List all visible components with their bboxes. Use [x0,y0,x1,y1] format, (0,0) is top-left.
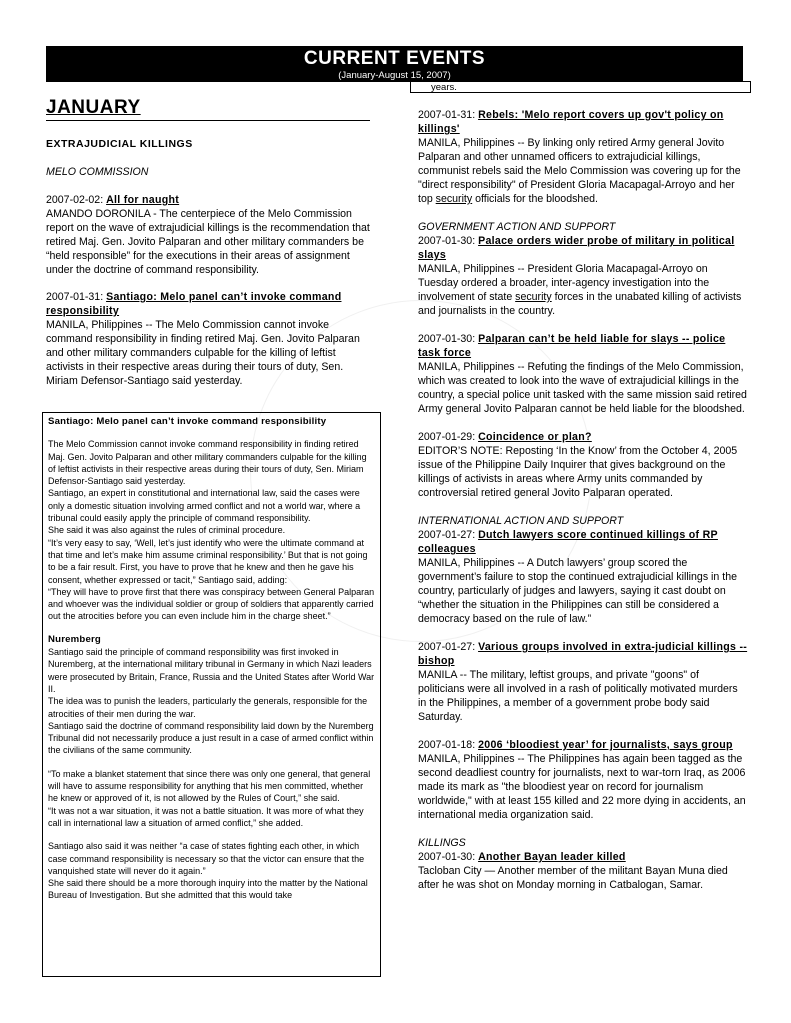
entry-date: 2007-01-29: [418,431,479,443]
headline-link[interactable]: Santiago: Melo panel can’t invoke command responsibility [46,291,342,317]
entry-body: MANILA -- The military, leftist groups, and private "goons" of politicians were all involved in a rash of politically motivated murders in the Philippines, a member of a government probe body said Saturday. [418,669,738,723]
page-title: CURRENT EVENTS [303,48,486,69]
news-entry [418,332,748,416]
news-entry [46,193,370,277]
right-column [418,108,748,906]
box-paragraph: Santiago also said it was neither “a case of states fighting each other, in which case command responsibility is necessary so that the victor can ensure that the vanquished state will never do it again.” [48,841,365,876]
box-heading: Santiago: Melo panel can’t invoke command responsibility [48,416,327,427]
box-paragraph: Santiago said the doctrine of command responsibility laid down by the Nuremberg Tribunal did not necessarily produce a just result in a case of armed conflict within the civilians of the same community. [48,720,374,756]
entry-date: 2007-01-31: [418,109,479,121]
news-entry [418,640,748,724]
headline-link[interactable]: All for naught [106,194,180,206]
overflow-text-box: years. [410,81,751,93]
box-subheading: Nuremberg [48,633,101,645]
news-entry [46,290,370,388]
entry-body: MANILA, Philippines -- Refuting the findings of the Melo Commission, which was created to look into the wave of extrajudicial killings in the country, a special police unit tasked with the same mission said retired Army general Jovito Palparan cannot be held liable for the bloodshed. [418,361,747,415]
subsection-heading: MELO COMMISSION [46,166,149,178]
entry-body: EDITOR’S NOTE: Reposting ‘In the Know’ from the October 4, 2005 issue of the Philippine Daily Inquirer that gives background on the killings of activists in areas where Army units commanded by controversial retired general Jovito Palparan operated. [418,445,738,499]
section-heading: KILLINGS [418,837,466,849]
left-column [46,96,370,401]
news-entry [418,108,748,206]
box-paragraph: “It’s very easy to say, ‘Well, let’s just identify who were the ultimate command at that time and let’s make him assume criminal responsibility.’ But that is not going to be a fair result. First, you have to prove that he knew and then he gave his consent, whether expressed or tacit,” Santiago said, adding: [48,537,368,585]
box-paragraph: “They will have to prove first that there was conspiracy between General Palparan and whoever was the individual soldier or group of soldiers that apparently carried out the atrocities before you can even include him in the charge sheet.” [48,586,375,622]
headline-link[interactable]: 2006 ‘bloodiest year’ for journalists, says group [478,739,733,751]
box-paragraph: The Melo Commission cannot invoke command responsibility in finding retired Maj. Gen. Jovito Palparan and other military commanders culpable for the killing of leftist activists in their respective areas during their tours of duty, Sen. Miriam Defensor-Santiago said yesterday. [48,439,367,487]
box-paragraph: Santiago, an expert in constitutional and international law, said the cases were only a domestic situation involving armed conflict and not a world war, where a tribunal could easily apply the principle of command responsibility. [48,488,361,524]
page-banner [46,46,743,82]
box-paragraph: She said there should be a more thorough inquiry into the matter by the National Bureau of Investigation. But she admitted that this would take [48,878,368,901]
headline-link[interactable]: Palparan can’t be held liable for slays -- police task force [418,333,726,359]
entry-date: 2007-01-30: [418,333,479,345]
headline-link[interactable]: Dutch lawyers score continued killings of RP colleagues [418,529,718,555]
entry-body: MANILA, Philippines -- The Melo Commission cannot invoke command responsibility in finding retired Maj. Gen. Jovito Palparan and other military commanders culpable for the killing of leftist activists in their respective areas during their tours of duty, Sen. Miriam Defensor-Santiago said yesterday. [46,319,360,387]
month-heading: JANUARY [46,96,370,121]
news-entry [418,738,748,822]
entry-date: 2007-01-18: [418,739,479,751]
entry-body: MANILA, Philippines -- By linking only retired Army general Jovito Palparan and other unnamed officers to extrajudicial killings, communist rebels said the Melo Commission was covering up for the "direct responsibility" of President Gloria Macapagal-Arroyo and her top security officials for the bloodshed. [418,137,741,205]
entry-date: 2007-01-27: [418,529,479,541]
box-paragraph: “It was not a war situation, it was not a battle situation. It was more of what they call in international law a situation of armed conflict,” she added. [48,805,364,828]
headline-link[interactable]: Coincidence or plan? [478,431,592,443]
box-paragraph: “To make a blanket statement that since there was only one general, that general will have to assume responsibility for anything that his men committed, whether he knew or approved of it, is not allowed by the Rules of Court,” she said. [48,768,371,804]
entry-date: 2007-01-27: [418,641,479,653]
headline-link[interactable]: Palace orders wider probe of military in political slays [418,235,735,261]
entry-body: Tacloban City — Another member of the militant Bayan Muna died after he was shot on Monday morning in Catbalogan, Samar. [418,865,728,891]
box-paragraph: The idea was to punish the leaders, particularly the generals, responsible for the atrocities of their men during the war. [48,696,368,719]
news-entry [418,850,748,892]
entry-body: MANILA, Philippines -- A Dutch lawyers’ group scored the government’s failure to stop the continued extrajudicial killings in the country, particularly of judges and lawyers, saying it cast doubt on “whether the situation in the Philippines can still be considered a democracy based on the rule of law.” [418,557,737,625]
news-entry [418,528,748,626]
date-range: (January-August 15, 2007) [338,70,451,81]
entry-date: 2007-01-30: [418,235,479,247]
entry-date: 2007-01-30: [418,851,479,863]
headline-link[interactable]: Rebels: 'Melo report covers up gov't policy on killings' [418,109,724,135]
inline-link[interactable]: security [515,291,552,303]
entry-date: 2007-02-02: [46,194,107,206]
entry-date: 2007-01-31: [46,291,107,303]
box-paragraph: Santiago said the principle of command responsibility was first invoked in Nuremberg, at the international military tribunal in Germany in which Nazi leaders were prosecuted by Britain, France, Russia and the United States after World War II. [48,647,375,694]
box-paragraph: She said it was also against the rules of criminal procedure. [48,525,286,536]
section-heading: EXTRAJUDICIAL KILLINGS [46,138,193,150]
section-heading: GOVERNMENT ACTION AND SUPPORT [418,221,616,233]
entry-body: MANILA, Philippines -- The Philippines has again been tagged as the second deadliest country for journalists, next to war-torn Iraq, as 2006 made its mark as "the bloodiest year on record for journalism worldwide," with at least 155 killed and 22 more dying in accidents, an international media organization said. [418,753,746,821]
headline-link[interactable]: Another Bayan leader killed [478,851,626,863]
headline-link[interactable]: Various groups involved in extra-judicial killings -- bishop [418,641,748,667]
news-entry [418,234,748,318]
entry-body: MANILA, Philippines -- President Gloria Macapagal-Arroyo on Tuesday ordered a broader, inter-agency investigation into the involvement of state security forces in the unabated killing of activists and journalists in the country. [418,263,742,317]
inline-link[interactable]: security [435,193,473,205]
section-heading: INTERNATIONAL ACTION AND SUPPORT [418,515,624,527]
article-box [42,412,381,977]
entry-body: AMANDO DORONILA - The centerpiece of the Melo Commission report on the wave of extrajudicial killings is the recommendation that retired Maj. Gen. Jovito Palparan and other military commanders be “held responsible” for the executions in their areas of assignment under the doctrine of command responsibility. [46,208,370,276]
news-entry [418,430,748,500]
